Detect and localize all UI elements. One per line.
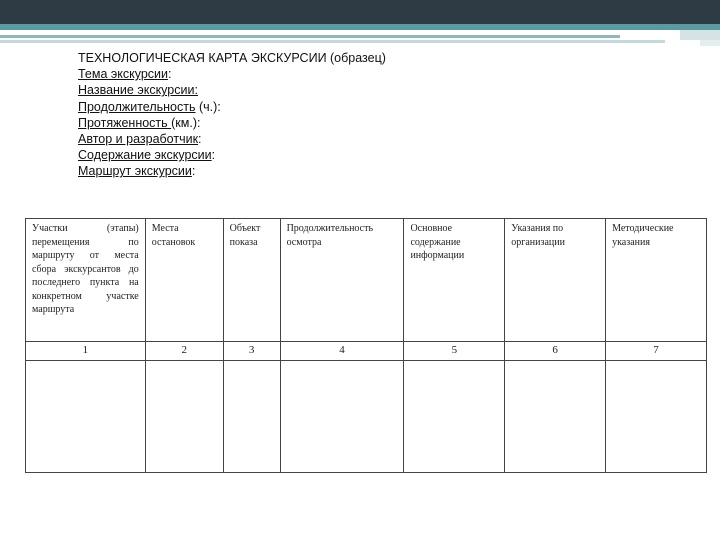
slide-top-bar <box>0 0 720 24</box>
table-header-row <box>26 219 707 342</box>
field-topic <box>78 66 386 82</box>
document-header <box>78 50 386 180</box>
field-route <box>78 163 386 179</box>
table-cell <box>606 361 707 473</box>
table-cell <box>145 361 223 473</box>
decorative-line <box>0 35 620 38</box>
field-suffix: : <box>211 148 216 163</box>
column-header: Методические указания <box>606 219 707 342</box>
table-row <box>26 361 707 473</box>
column-number: 1 <box>26 342 146 361</box>
column-number: 7 <box>606 342 707 361</box>
field-label: Протяженность <box>78 115 172 130</box>
column-header: Места остановок <box>145 219 223 342</box>
table-cell <box>505 361 606 473</box>
field-suffix: : <box>168 67 172 82</box>
column-number: 2 <box>145 342 223 361</box>
column-number: 3 <box>223 342 280 361</box>
field-label: Название экскурсии: <box>78 83 198 98</box>
column-header: Участки (этапы) перемещения по маршруту от места сбора экскурсантов до последнего пункта на конкретном участке маршрута <box>26 219 146 342</box>
field-suffix: : <box>191 164 196 179</box>
field-label: Продолжительность <box>78 99 196 114</box>
field-author <box>78 131 386 147</box>
column-header: Объект показа <box>223 219 280 342</box>
field-label: Автор и разработчик <box>78 132 199 147</box>
field-label: Маршрут экскурсии <box>78 164 192 179</box>
field-duration <box>78 99 386 115</box>
field-label: Тема экскурсии <box>78 67 169 82</box>
document-title: ТЕХНОЛОГИЧЕСКАЯ КАРТА ЭКСКУРСИИ (образец) <box>78 51 386 65</box>
decorative-block <box>680 30 720 40</box>
column-header: Указания по организации <box>505 219 606 342</box>
column-number: 5 <box>404 342 505 361</box>
field-content <box>78 147 386 163</box>
field-suffix: (км.): <box>171 115 201 130</box>
excursion-map-table <box>25 218 707 473</box>
column-number: 4 <box>280 342 404 361</box>
column-number-row <box>26 342 707 361</box>
slide-accent-bar <box>0 24 720 30</box>
field-suffix: (ч.): <box>195 99 221 114</box>
column-header: Продолжительность осмотра <box>280 219 404 342</box>
field-label: Содержание экскурсии <box>78 148 212 163</box>
field-name <box>78 82 386 98</box>
column-header: Основное содержание информации <box>404 219 505 342</box>
table-cell <box>26 361 146 473</box>
table-cell <box>404 361 505 473</box>
table-cell <box>223 361 280 473</box>
table-cell <box>280 361 404 473</box>
field-suffix: : <box>198 132 202 147</box>
decorative-line <box>0 40 665 43</box>
column-number: 6 <box>505 342 606 361</box>
decorative-block <box>700 40 720 46</box>
field-length <box>78 115 386 131</box>
